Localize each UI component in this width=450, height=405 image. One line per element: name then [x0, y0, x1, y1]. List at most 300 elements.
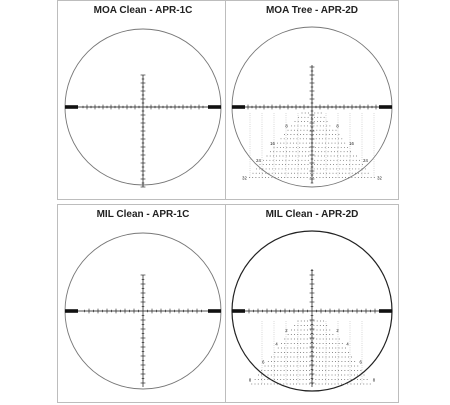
tree-dot	[265, 366, 266, 367]
tree-dot	[332, 352, 333, 353]
tree-dot	[256, 173, 257, 174]
tree-dot	[277, 379, 278, 380]
tree-dot	[335, 343, 336, 344]
tree-dot	[274, 352, 275, 353]
tree-dot	[320, 173, 321, 174]
tree-dot	[339, 339, 340, 340]
tree-dot	[306, 357, 307, 358]
tree-dot	[343, 160, 344, 161]
tree-dot	[339, 168, 340, 169]
tree-dot	[282, 160, 283, 161]
tree-dot	[307, 168, 308, 169]
tree-dot	[301, 164, 302, 165]
tree-dot	[303, 143, 304, 144]
tree-dot	[278, 173, 279, 174]
tree-dot	[303, 379, 304, 380]
tree-dot	[293, 366, 294, 367]
tree-dot	[309, 366, 310, 367]
tree-dot	[329, 130, 330, 131]
tree-dot	[356, 160, 357, 161]
tree-dot	[347, 151, 348, 152]
tree-dot	[300, 177, 301, 178]
tree-dot	[309, 147, 310, 148]
tree-dot	[317, 330, 318, 331]
tree-dot	[306, 379, 307, 380]
tree-dot	[302, 151, 303, 152]
tree-dot	[323, 330, 324, 331]
tree-dot	[329, 330, 330, 331]
tree-label: 6	[262, 359, 265, 365]
tree-dot	[316, 177, 317, 178]
tree-dot	[317, 168, 318, 169]
tree-dot	[269, 168, 270, 169]
tree-dot	[314, 321, 315, 322]
tree-dot	[322, 384, 323, 385]
tree-dot	[335, 366, 336, 367]
tree-dot	[296, 143, 297, 144]
tree-dot	[352, 173, 353, 174]
tree-dot	[301, 160, 302, 161]
tree-dot	[338, 379, 339, 380]
tree-dot	[278, 357, 279, 358]
tree-dot	[281, 348, 282, 349]
tree-dot	[351, 357, 352, 358]
tree-dot	[319, 348, 320, 349]
tree-dot	[332, 177, 333, 178]
tree-dot	[307, 130, 308, 131]
tree-dot	[339, 348, 340, 349]
tree-dot	[329, 352, 330, 353]
tree-dot	[332, 370, 333, 371]
tree-dot	[303, 375, 304, 376]
tree-dot	[293, 138, 294, 139]
tree-dot	[320, 334, 321, 335]
tree-dot	[351, 361, 352, 362]
tree-dot	[340, 151, 341, 152]
tree-dot	[310, 168, 311, 169]
tree-dot	[306, 361, 307, 362]
tree-dot	[302, 147, 303, 148]
tree-dot	[269, 173, 270, 174]
tree-dot	[363, 379, 364, 380]
tree-dot	[287, 357, 288, 358]
tree-dot	[280, 143, 281, 144]
tree-dot	[307, 177, 308, 178]
tree-dot	[323, 348, 324, 349]
tree-dot	[288, 339, 289, 340]
tree-dot	[323, 343, 324, 344]
tree-dot	[341, 143, 342, 144]
tree-dot	[307, 339, 308, 340]
tree-dot	[287, 134, 288, 135]
tree-dot	[312, 370, 313, 371]
left-post	[232, 105, 245, 109]
tree-dot	[275, 173, 276, 174]
tree-dot	[320, 168, 321, 169]
tree-dot	[335, 370, 336, 371]
tree-dot	[274, 384, 275, 385]
tree-dot	[327, 160, 328, 161]
tree-dot	[303, 384, 304, 385]
tree-dot	[335, 138, 336, 139]
tree-dot	[283, 151, 284, 152]
tree-dot	[281, 352, 282, 353]
tree-dot	[271, 384, 272, 385]
tree-dot	[348, 366, 349, 367]
tree-dot	[338, 352, 339, 353]
tree-dot	[279, 156, 280, 157]
tree-dot	[329, 134, 330, 135]
tree-dot	[300, 130, 301, 131]
tree-dot	[291, 130, 292, 131]
tree-dot	[311, 164, 312, 165]
tree-dot	[370, 384, 371, 385]
tree-dot	[318, 113, 319, 114]
tree-dot	[284, 361, 285, 362]
tree-dot	[290, 147, 291, 148]
tree-dot	[284, 343, 285, 344]
tree-dot	[337, 151, 338, 152]
tree-dot	[288, 130, 289, 131]
tree-dot	[319, 357, 320, 358]
tree-dot	[290, 134, 291, 135]
tree-dot	[328, 151, 329, 152]
tree-dot	[332, 334, 333, 335]
tree-dot	[319, 370, 320, 371]
tree-dot	[330, 168, 331, 169]
tree-dot	[335, 143, 336, 144]
tree-dot	[336, 339, 337, 340]
tree-dot	[299, 156, 300, 157]
tree-dot	[331, 143, 332, 144]
tree-dot	[349, 168, 350, 169]
tree-dot	[281, 177, 282, 178]
tree-dot	[348, 375, 349, 376]
tree-dot	[275, 177, 276, 178]
tree-dot	[314, 164, 315, 165]
tree-dot	[308, 113, 309, 114]
tree-dot	[338, 147, 339, 148]
tree-dot	[347, 156, 348, 157]
tree-dot	[324, 164, 325, 165]
tree-dot	[288, 168, 289, 169]
tree-dot	[303, 357, 304, 358]
tree-dot	[332, 343, 333, 344]
tree-dot	[310, 173, 311, 174]
tree-dot	[320, 339, 321, 340]
tree-dot	[287, 370, 288, 371]
tree-dot	[320, 164, 321, 165]
tree-dot	[295, 164, 296, 165]
tree-dot	[352, 164, 353, 165]
tree-dot	[344, 384, 345, 385]
tree-dot	[358, 168, 359, 169]
tree-dot	[354, 370, 355, 371]
tree-dot	[328, 375, 329, 376]
tree-dot	[304, 125, 305, 126]
tree-dot	[320, 321, 321, 322]
tree-dot	[313, 339, 314, 340]
tree-dot	[263, 160, 264, 161]
tree-label: 16	[349, 140, 354, 146]
tree-dot	[280, 370, 281, 371]
tree-dot	[316, 361, 317, 362]
tree-dot	[322, 147, 323, 148]
tree-dot	[323, 130, 324, 131]
tree-dot	[304, 330, 305, 331]
tree-dot	[304, 121, 305, 122]
tree-dot	[318, 151, 319, 152]
tree-dot	[329, 125, 330, 126]
tree-dot	[290, 361, 291, 362]
tree-dot	[303, 361, 304, 362]
tree-dot	[261, 375, 262, 376]
tree-dot	[294, 352, 295, 353]
tree-dot	[325, 375, 326, 376]
tree-dot	[323, 334, 324, 335]
tree-dot	[308, 151, 309, 152]
tree-dot	[340, 164, 341, 165]
tree-dot	[320, 330, 321, 331]
tree-dot	[325, 384, 326, 385]
tree-dot	[345, 177, 346, 178]
tree-dot	[267, 384, 268, 385]
tree-dot	[333, 173, 334, 174]
tree-dot	[276, 160, 277, 161]
tree-dot	[317, 321, 318, 322]
tree-dot	[310, 352, 311, 353]
tree-dot	[320, 125, 321, 126]
tree-dot	[351, 177, 352, 178]
tree-dot	[329, 177, 330, 178]
tree-dot	[336, 164, 337, 165]
tree-dot	[335, 375, 336, 376]
tree-dot	[300, 343, 301, 344]
tree-dot	[281, 173, 282, 174]
tree-dot	[294, 357, 295, 358]
tree-dot	[295, 160, 296, 161]
tree-dot	[304, 321, 305, 322]
tree-dot	[295, 156, 296, 157]
tree-dot	[264, 370, 265, 371]
tree-dot	[291, 125, 292, 126]
tree-dot	[345, 352, 346, 353]
tree-dot	[279, 160, 280, 161]
tree-dot	[272, 164, 273, 165]
tree-dot	[271, 357, 272, 358]
tree-dot	[310, 125, 311, 126]
tree-dot	[338, 134, 339, 135]
tree-dot	[334, 151, 335, 152]
tree-dot	[318, 156, 319, 157]
tree-dot	[287, 348, 288, 349]
tree-dot	[270, 156, 271, 157]
right-post	[208, 309, 221, 313]
tree-dot	[280, 147, 281, 148]
tree-dot	[319, 134, 320, 135]
tree-dot	[354, 366, 355, 367]
tree-dot	[341, 138, 342, 139]
tree-dot	[304, 168, 305, 169]
tree-dot	[335, 177, 336, 178]
tree-dot	[324, 117, 325, 118]
tree-dot	[273, 160, 274, 161]
tree-dot	[326, 134, 327, 135]
tree-dot	[291, 348, 292, 349]
tree-dot	[354, 361, 355, 362]
tree-dot	[301, 330, 302, 331]
tree-dot	[275, 168, 276, 169]
tree-dot	[331, 147, 332, 148]
reticle-diagram	[58, 205, 230, 404]
tree-dot	[255, 379, 256, 380]
tree-dot	[322, 357, 323, 358]
tree-dot	[287, 361, 288, 362]
tree-dot	[271, 366, 272, 367]
tree-dot	[270, 151, 271, 152]
tree-dot	[335, 348, 336, 349]
tree-dot	[326, 130, 327, 131]
tree-dot	[305, 156, 306, 157]
tree-dot	[267, 156, 268, 157]
tree-dot	[293, 384, 294, 385]
tree-dot	[353, 156, 354, 157]
tree-dot	[364, 177, 365, 178]
tree-dot	[328, 370, 329, 371]
tree-dot	[357, 366, 358, 367]
tree-dot	[268, 177, 269, 178]
tree-dot	[279, 164, 280, 165]
tree-dot	[312, 384, 313, 385]
tree-dot	[342, 343, 343, 344]
tree-label: 8	[336, 123, 339, 129]
tree-dot	[297, 361, 298, 362]
reticle-diagram	[226, 205, 400, 404]
tree-dot	[298, 160, 299, 161]
tree-dot	[327, 164, 328, 165]
tree-dot	[294, 134, 295, 135]
tree-dot	[277, 143, 278, 144]
tree-dot	[307, 121, 308, 122]
tree-dot	[338, 357, 339, 358]
panel-moa-clean-apr-1c	[57, 0, 229, 200]
tree-dot	[317, 325, 318, 326]
tree-dot	[309, 361, 310, 362]
tree-dot	[326, 330, 327, 331]
tree-dot	[346, 160, 347, 161]
tree-dot	[316, 343, 317, 344]
tree-dot	[294, 130, 295, 131]
tree-dot	[284, 339, 285, 340]
tree-dot	[357, 375, 358, 376]
tree-dot	[284, 348, 285, 349]
tree-dot	[323, 321, 324, 322]
tree-dot	[304, 325, 305, 326]
tree-dot	[307, 325, 308, 326]
tree-dot	[342, 348, 343, 349]
panel-mil-clean-apr-2d	[225, 204, 399, 403]
tree-dot	[325, 143, 326, 144]
tree-dot	[304, 334, 305, 335]
tree-dot	[277, 375, 278, 376]
tree-dot	[338, 375, 339, 376]
tree-dot	[338, 143, 339, 144]
tree-dot	[348, 177, 349, 178]
tree-dot	[253, 173, 254, 174]
tree-dot	[284, 177, 285, 178]
tree-dot	[299, 143, 300, 144]
tree-dot	[269, 160, 270, 161]
tree-dot	[308, 156, 309, 157]
tree-dot	[281, 366, 282, 367]
tree-dot	[329, 361, 330, 362]
tree-dot	[316, 370, 317, 371]
tree-dot	[297, 352, 298, 353]
tree-dot	[309, 384, 310, 385]
tree-dot	[287, 375, 288, 376]
right-post	[208, 105, 221, 109]
tree-dot	[307, 348, 308, 349]
tree-dot	[349, 173, 350, 174]
tree-dot	[286, 147, 287, 148]
tree-dot	[316, 357, 317, 358]
tree-dot	[319, 379, 320, 380]
tree-dot	[303, 352, 304, 353]
tree-dot	[323, 121, 324, 122]
tree-dot	[294, 325, 295, 326]
tree-label: 8	[285, 123, 288, 129]
tree-dot	[271, 375, 272, 376]
tree-dot	[301, 117, 302, 118]
tree-dot	[337, 160, 338, 161]
tree-dot	[290, 357, 291, 358]
tree-dot	[322, 138, 323, 139]
tree-dot	[259, 177, 260, 178]
tree-dot	[287, 366, 288, 367]
tree-dot	[329, 366, 330, 367]
tree-dot	[300, 357, 301, 358]
tree-dot	[364, 375, 365, 376]
tree-dot	[314, 113, 315, 114]
panel-title: MOA Tree - APR-2D	[265, 5, 359, 16]
tree-dot	[314, 160, 315, 161]
tree-dot	[324, 160, 325, 161]
tree-dot	[299, 379, 300, 380]
tree-dot	[323, 339, 324, 340]
tree-dot	[296, 370, 297, 371]
tree-dot	[304, 130, 305, 131]
tree-dot	[308, 164, 309, 165]
tree-dot	[327, 121, 328, 122]
tree-dot	[271, 361, 272, 362]
tree-dot	[274, 370, 275, 371]
left-post	[65, 105, 78, 109]
tree-dot	[310, 334, 311, 335]
tree-dot	[277, 366, 278, 367]
tree-dot	[301, 168, 302, 169]
tree-dot	[354, 384, 355, 385]
tree-dot	[294, 339, 295, 340]
tree-dot	[313, 330, 314, 331]
tree-dot	[313, 130, 314, 131]
tree-dot	[266, 160, 267, 161]
tree-dot	[291, 343, 292, 344]
tree-dot	[287, 379, 288, 380]
tree-dot	[360, 384, 361, 385]
tree-dot	[267, 379, 268, 380]
tree-dot	[294, 125, 295, 126]
tree-dot	[341, 375, 342, 376]
